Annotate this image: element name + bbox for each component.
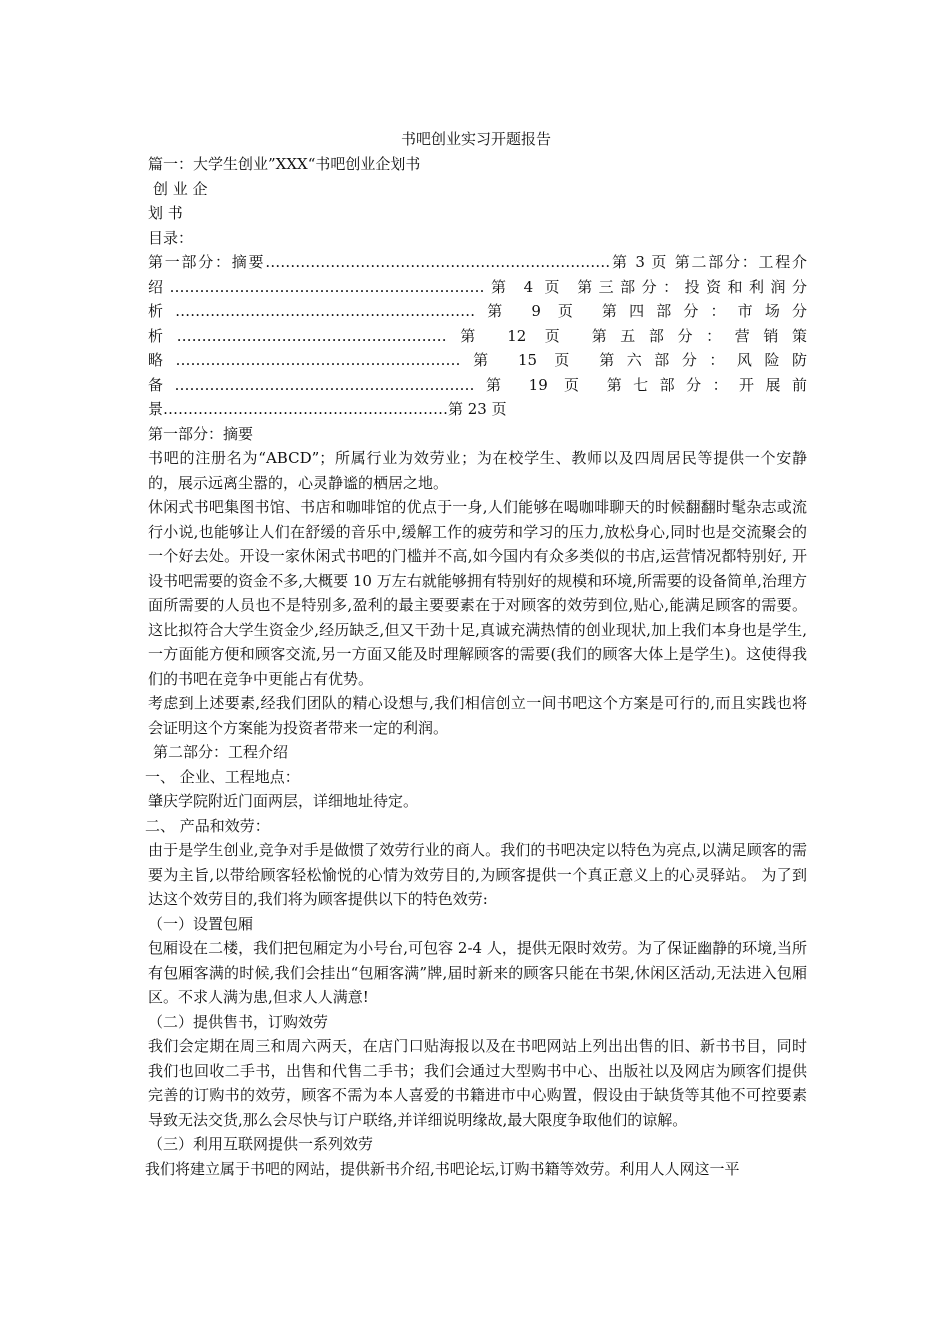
- subsection-1-text: 包厢设在二楼，我们把包厢定为小号台,可包容 2-4 人，提供无限时效劳。为了保证幽静的环境,当所有包厢客满的时候,我们会挂出“包厢客满”牌,届时新来的顾客只能在书架,休闲区活动,无法进入包厢区。不求人满为患,但求人人满意!: [148, 939, 807, 1006]
- section-2-item-1: 一、 企业、工程地点：: [145, 767, 300, 786]
- toc-label: 目录：: [148, 228, 194, 247]
- section-2-item-1-text: 肇庆学院附近门面两层，详细地址待定。: [148, 792, 419, 810]
- cover-line-2: 划 书: [148, 204, 183, 222]
- section-1-paragraph-2: 休闲式书吧集图书馆、书店和咖啡馆的优点于一身,人们能够在喝咖啡聊天的时候翻翻时髦杂志或流行小说,也能够让人们在舒缓的音乐中,缓解工作的疲劳和学习的压力,放松身心,同时也是交流聚会的一个好去处。开设一家休闲式书吧的门槛并不高,如今国内有众多类似的书店,运营情况都特别好, 开设书吧需要的资金不多,大概要 10 万左右就能够拥有特别好的规模和环境,所需要的设备简单,治理方面所需要的人员也不是特别多,盈利的最主要要素在于对顾客的效劳到位,贴心,能满足顾客的需要。这比拟符合大学生资金少,经历缺乏,但又干劲十足,真诚充满热情的创业现状,加上我们本身也是学生,一方面能方便和顾客交流,另一方面又能及时理解顾客的需要(我们的顾客大体上是学生)。这使得我们的书吧在竞争中更能占有优势。: [148, 498, 807, 688]
- document-page: [145, 128, 807, 1181]
- section-2-item-2: 二、 产品和效劳：: [145, 816, 270, 835]
- subsection-1-title: （一）设置包厢: [148, 914, 254, 933]
- section-2-paragraph-1: 由于是学生创业,竞争对手是做惯了效劳行业的商人。我们的书吧决定以特色为亮点,以满足顾客的需要为主旨,以带给顾客轻松愉悦的心情为效劳目的,为顾客提供一个真正意义上的心灵驿站。 为了到达这个效劳目的,我们将为顾客提供以下的特色效劳:: [148, 841, 807, 908]
- table-of-contents: 第一部分：摘要……………………………………………………………第 3 页 第二部分：工程介绍………………………………………………………第 4 页 第三部分：投资和利润分析……………………………………………………第 9 页 第四部分：市场分析………………………………………………第 12 页 第五部分：营销策略…………………………………………………第 15 页 第六部分：风险防备……………………………………………………第 19 页 第七部分：开展前景…………………………………………………第 23 页: [148, 253, 807, 418]
- section-1-paragraph-3: 考虑到上述要素,经我们团队的精心设想与,我们相信创立一间书吧这个方案是可行的,而且实践也将会证明这个方案能为投资者带来一定的利润。: [148, 694, 807, 737]
- document-title: 书吧创业实习开题报告: [400, 130, 551, 148]
- subsection-2-title: （二）提供售书，订购效劳: [148, 1012, 329, 1031]
- section-1-title: 第一部分：摘要: [148, 424, 254, 443]
- section-2-title: 第二部分：工程介绍: [153, 743, 289, 761]
- subsection-3-title: （三）利用互联网提供一系列效劳: [148, 1135, 374, 1153]
- cover-line-1: 创 业 企: [153, 179, 208, 198]
- subsection-2-text: 我们会定期在周三和周六两天，在店门口贴海报以及在书吧网站上列出出售的旧、新书书目，同时我们也回收二手书，出售和代售二手书；我们会通过大型购书中心、出版社以及网店为顾客们提供完善的订购书的效劳，顾客不需为本人喜爱的书籍进市中心购置，假设由于缺货等其他不可控要素导致无法交货,那么会尽快与订户联络,并详细说明缘故,最大限度争取他们的谅解。: [148, 1037, 807, 1129]
- document-heading: 篇一：大学生创业”XXX“书吧创业企划书: [148, 155, 421, 173]
- subsection-3-text: 我们将建立属于书吧的网站，提供新书介绍,书吧论坛,订购书籍等效劳。利用人人网这一平: [145, 1159, 740, 1178]
- section-1-paragraph-1: 书吧的注册名为“ABCD”；所属行业为效劳业；为在校学生、教师以及四周居民等提供一个安静的，展示远离尘嚣的，心灵静谧的栖居之地。: [148, 449, 807, 492]
